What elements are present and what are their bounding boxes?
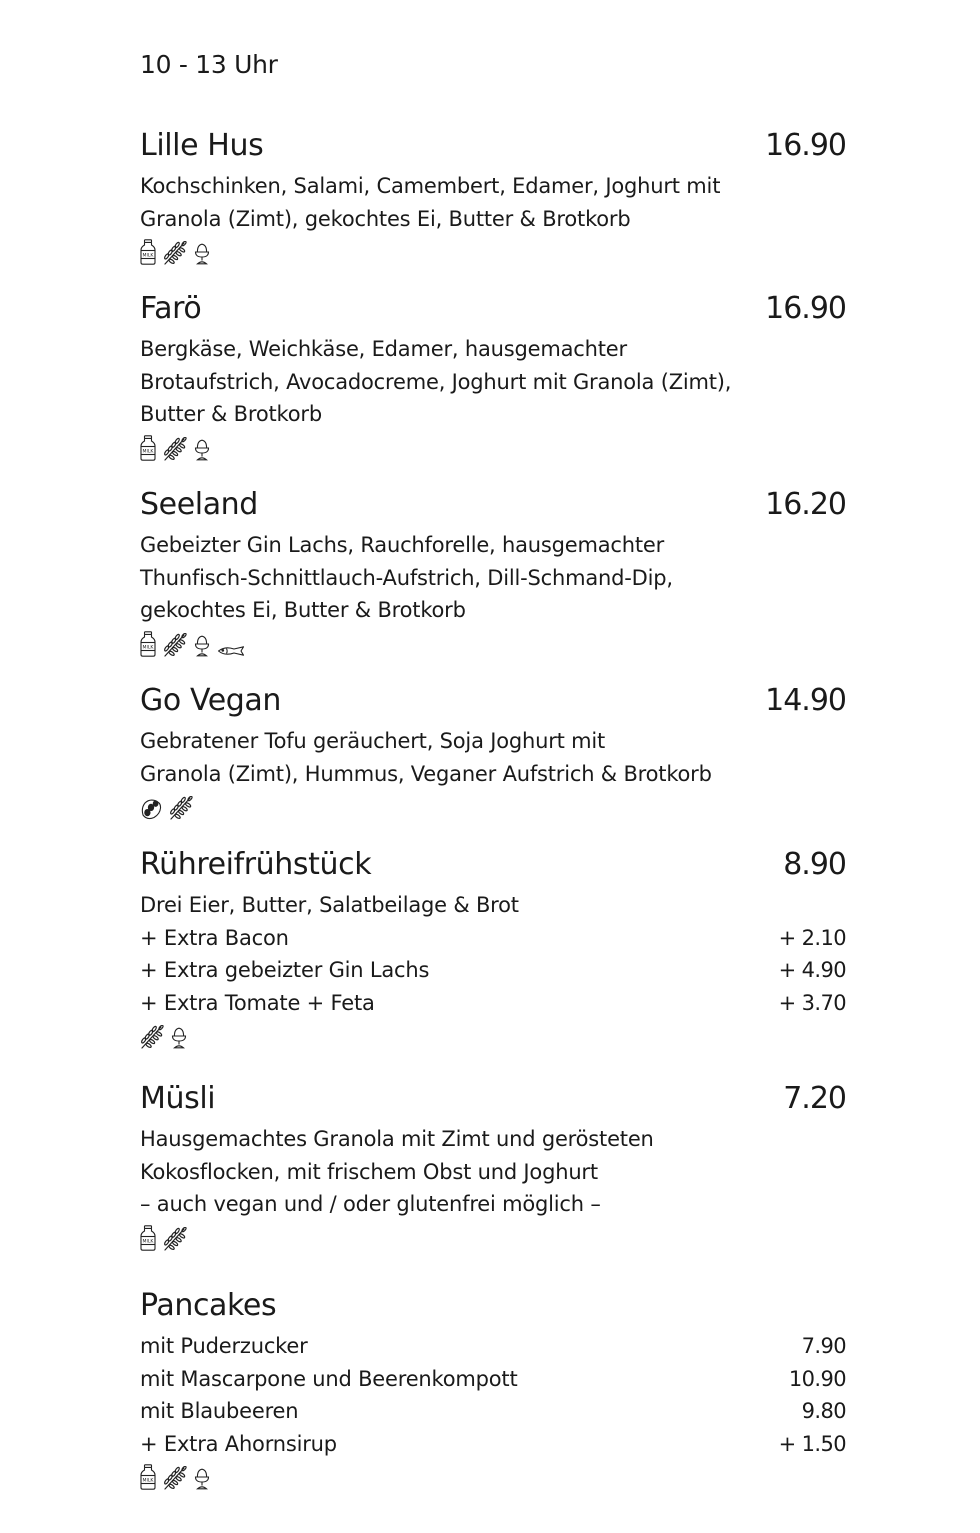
milk-icon — [140, 1225, 156, 1251]
menu-item-description — [140, 170, 846, 235]
option-label: + Extra Tomate + Feta — [140, 990, 375, 1015]
menu-item-title: Lille Hus — [140, 128, 264, 163]
menu-item-header — [140, 845, 846, 889]
menu-item-description — [140, 725, 846, 790]
wheat-icon — [163, 1466, 187, 1490]
option-price: 7.90 — [801, 1334, 846, 1358]
menu-item-option — [140, 987, 846, 1020]
allergen-icons — [140, 792, 846, 820]
menu-item-title: Seeland — [140, 487, 258, 522]
milk-icon — [140, 239, 156, 265]
allergen-icons — [140, 1223, 846, 1251]
menu-item — [140, 1286, 846, 1490]
menu-item-header — [140, 485, 846, 529]
wheat-icon — [140, 1025, 164, 1049]
menu-item-option — [140, 922, 846, 955]
allergen-icons — [140, 1021, 846, 1049]
menu-item-title: Pancakes — [140, 1288, 277, 1323]
description-line: Thunfisch-Schnittlauch-Aufstrich, Dill-Schmand-Dip, — [140, 565, 673, 590]
menu-item-option — [140, 1395, 846, 1428]
allergen-icons — [140, 1462, 846, 1490]
egg-icon — [194, 635, 210, 657]
fish-icon — [217, 645, 245, 657]
egg-icon — [194, 439, 210, 461]
menu-item — [140, 289, 846, 461]
option-price: 9.80 — [801, 1399, 846, 1423]
description-line: Granola (Zimt), Hummus, Veganer Aufstrich & Brotkorb — [140, 761, 712, 786]
menu-item-option — [140, 1330, 846, 1363]
menu-item-header — [140, 1286, 846, 1330]
option-label: + Extra Ahornsirup — [140, 1431, 337, 1456]
milk-icon — [140, 1464, 156, 1490]
menu-item-description — [140, 529, 846, 627]
menu-item-price: 7.20 — [783, 1081, 846, 1116]
menu-item-price: 8.90 — [783, 847, 846, 882]
wheat-icon — [169, 796, 193, 820]
option-price: + 4.90 — [778, 958, 846, 982]
description-line: Hausgemachtes Granola mit Zimt und gerösteten — [140, 1127, 654, 1151]
menu-item-header — [140, 681, 846, 725]
milk-icon — [140, 435, 156, 461]
wheat-icon — [163, 241, 187, 265]
egg-icon — [171, 1027, 187, 1049]
milk-icon — [140, 631, 156, 657]
option-label: mit Puderzucker — [140, 1334, 308, 1358]
menu-item — [140, 485, 846, 657]
wheat-icon — [163, 633, 187, 657]
menu-item-header — [140, 1079, 846, 1123]
menu-item-description — [140, 333, 846, 431]
option-price: + 3.70 — [778, 990, 846, 1015]
menu-item — [140, 1079, 846, 1251]
menu-item-option — [140, 1428, 846, 1461]
option-price: + 1.50 — [778, 1431, 846, 1456]
svg-text:MILK: MILK — [142, 645, 154, 651]
menu-item-title: Farö — [140, 291, 202, 326]
allergen-icons — [140, 629, 846, 657]
menu-item-price: 16.90 — [765, 128, 846, 163]
egg-icon — [194, 1468, 210, 1490]
description-line: Brotaufstrich, Avocadocreme, Joghurt mit Granola (Zimt), — [140, 369, 732, 394]
soy-icon — [140, 798, 162, 820]
svg-text:MILK: MILK — [142, 253, 154, 259]
menu-item-option — [140, 1363, 846, 1396]
description-line: gekochtes Ei, Butter & Brotkorb — [140, 598, 466, 622]
serving-time: 10 - 13 Uhr — [140, 50, 278, 79]
option-label: + Extra Bacon — [140, 925, 289, 950]
menu-item-description — [140, 889, 846, 922]
option-label: mit Mascarpone und Beerenkompott — [140, 1366, 518, 1391]
menu-item-option — [140, 954, 846, 987]
wheat-icon — [163, 437, 187, 461]
menu-item-header — [140, 289, 846, 333]
menu-item-price: 16.20 — [765, 487, 846, 522]
menu-item — [140, 845, 846, 1049]
description-line: Drei Eier, Butter, Salatbeilage & Brot — [140, 893, 519, 917]
wheat-icon — [163, 1227, 187, 1251]
menu-item-title: Müsli — [140, 1081, 216, 1116]
svg-text:MILK: MILK — [142, 1239, 154, 1245]
option-label: + Extra gebeizter Gin Lachs — [140, 958, 430, 982]
menu-item — [140, 126, 846, 265]
description-line: Bergkäse, Weichkäse, Edamer, hausgemachter — [140, 337, 627, 361]
menu-item-header — [140, 126, 846, 170]
description-line: Kochschinken, Salami, Camembert, Edamer, Joghurt mit — [140, 174, 721, 198]
menu-item-title: Rühreifrühstück — [140, 847, 372, 882]
option-label: mit Blaubeeren — [140, 1399, 299, 1423]
description-line: Granola (Zimt), gekochtes Ei, Butter & Brotkorb — [140, 206, 631, 231]
menu-item-title: Go Vegan — [140, 683, 282, 718]
menu-item-price: 16.90 — [765, 291, 846, 326]
allergen-icons — [140, 237, 846, 265]
menu-item-description — [140, 1123, 846, 1221]
allergen-icons — [140, 433, 846, 461]
svg-text:MILK: MILK — [142, 449, 154, 455]
menu-item — [140, 681, 846, 820]
description-line: Gebeizter Gin Lachs, Rauchforelle, hausgemachter — [140, 533, 665, 557]
description-line: Kokosflocken, mit frischem Obst und Joghurt — [140, 1159, 598, 1184]
description-line: – auch vegan und / oder glutenfrei möglich – — [140, 1192, 601, 1216]
option-price: + 2.10 — [778, 925, 846, 950]
svg-text:MILK: MILK — [142, 1478, 154, 1484]
egg-icon — [194, 243, 210, 265]
description-line: Butter & Brotkorb — [140, 402, 322, 426]
description-line: Gebratener Tofu geräuchert, Soja Joghurt mit — [140, 729, 606, 753]
option-price: 10.90 — [788, 1366, 846, 1391]
menu-item-price: 14.90 — [765, 683, 846, 718]
